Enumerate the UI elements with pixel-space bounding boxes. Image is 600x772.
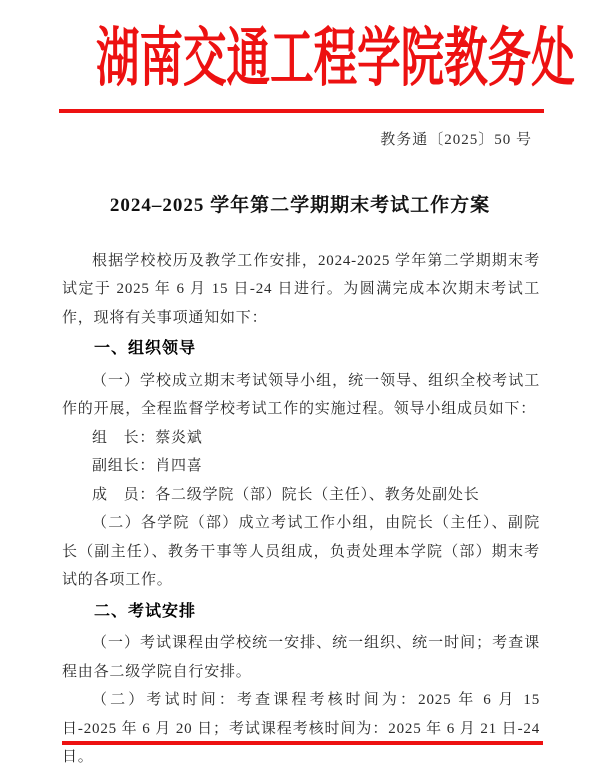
section-2-heading: 二、考试安排 bbox=[94, 602, 197, 620]
section-2-paragraph-2: （二）考试时间：考查课程考核时间为：2025 年 6 月 15 日-2025 年 6 月 20 日；考试课程考核时间为：2025 年 6 月 21 日-24 日。 bbox=[62, 692, 540, 766]
section-1-paragraph-2: （二）各学院（部）成立考试工作小组，由院长（主任）、副院长（副主任）、教务干事等人员组成，负责处理本学院（部）期末考试的各项工作。 bbox=[62, 515, 540, 589]
section-2-paragraph-1: （一）考试课程由学校统一安排、统一组织、统一时间；考查课程由各二级学院自行安排。 bbox=[62, 635, 540, 680]
document-page bbox=[0, 22, 600, 766]
document-body bbox=[0, 247, 600, 772]
letterhead-divider-rule bbox=[59, 109, 544, 113]
deputy-leader-name-line: 副组长：肖四喜 bbox=[92, 458, 203, 475]
leader-name-line: 组 长：蔡炎斌 bbox=[92, 429, 203, 446]
section-1-heading: 一、组织领导 bbox=[94, 340, 197, 358]
document-title: 2024–2025 学年第二学期期末考试工作方案 bbox=[109, 194, 491, 216]
members-name-line: 成 员：各二级学院（部）院长（主任）、教务处副处长 bbox=[92, 486, 480, 503]
document-number: 教务通〔2025〕50 号 bbox=[380, 131, 532, 148]
letterhead-org-name: 湖南交通工程学院教务处 bbox=[96, 23, 575, 94]
intro-paragraph: 根据学校校历及教学工作安排，2024-2025 学年第二学期期末考试定于 2025 年 6 月 15 日-24 日进行。为圆满完成本次期末考试工作，现将有关事项通知如下： bbox=[62, 252, 540, 326]
footer-divider-rule bbox=[62, 741, 543, 745]
section-1-paragraph-1: （一）学校成立期末考试领导小组，统一领导、组织全校考试工作的开展，全程监督学校考试工作的实施过程。领导小组成员如下： bbox=[62, 372, 540, 418]
